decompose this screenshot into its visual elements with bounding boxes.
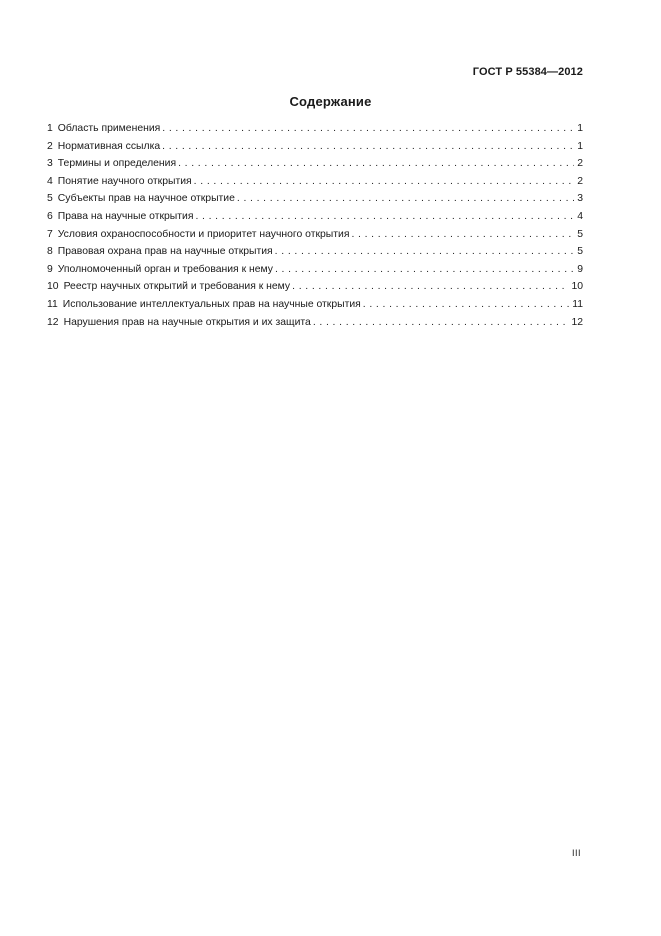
toc-entry-title: Субъекты прав на научное открытие	[57, 193, 235, 205]
toc-entry-page: 12	[571, 316, 583, 328]
toc-leader-dots	[162, 120, 574, 138]
toc-entry-number: 6	[47, 210, 53, 222]
toc-entry-number: 5	[47, 193, 53, 205]
toc-leader-dots	[363, 296, 569, 314]
toc-leader-dots	[178, 155, 574, 173]
toc-entry-number: 4	[47, 175, 53, 187]
toc-entry-page: 2	[577, 175, 583, 187]
toc-entry-title: Правовая охрана прав на научные открытия	[57, 246, 273, 258]
toc-entry[interactable]	[47, 226, 583, 244]
toc-entry-number: 9	[47, 263, 53, 275]
document-standard-id: ГОСТ Р 55384—2012	[472, 66, 583, 78]
toc-entry-page: 2	[577, 158, 583, 170]
toc-entry[interactable]	[47, 261, 583, 279]
toc-entry-page: 1	[577, 140, 583, 152]
toc-entry-number: 10	[47, 281, 59, 293]
toc-entry[interactable]	[47, 173, 583, 191]
toc-entry-number: 1	[47, 123, 53, 134]
toc-entry[interactable]	[47, 155, 583, 173]
toc-leader-dots	[275, 243, 575, 261]
toc-leader-dots	[162, 138, 574, 156]
toc-entry-page: 5	[577, 228, 583, 240]
toc-leader-dots	[237, 190, 574, 208]
toc-entry-page: 3	[577, 193, 583, 205]
toc-entry-page: 4	[577, 210, 583, 222]
toc-entry-number: 2	[47, 140, 53, 152]
toc-entry-title: Права на научные открытия	[57, 210, 194, 222]
toc-entry[interactable]	[47, 314, 583, 332]
toc-leader-dots	[313, 314, 569, 332]
table-of-contents	[47, 120, 583, 331]
toc-entry[interactable]	[47, 190, 583, 208]
toc-leader-dots	[194, 173, 575, 191]
toc-entry-number: 3	[47, 158, 53, 170]
toc-leader-dots	[351, 226, 574, 244]
toc-entry-title: Использование интеллектуальных прав на научные открытия	[62, 298, 361, 310]
toc-entry[interactable]	[47, 296, 583, 314]
toc-entry-page: 10	[571, 281, 583, 293]
toc-entry[interactable]	[47, 120, 583, 138]
toc-leader-dots	[195, 208, 574, 226]
toc-entry-page: 9	[577, 263, 583, 275]
toc-entry[interactable]	[47, 138, 583, 156]
toc-leader-dots	[292, 278, 568, 296]
toc-entry-number: 12	[47, 316, 59, 328]
toc-title: Содержание	[289, 94, 372, 109]
toc-entry[interactable]	[47, 243, 583, 261]
toc-leader-dots	[275, 261, 574, 279]
toc-entry-page: 1	[577, 123, 583, 134]
toc-entry-page: 5	[577, 246, 583, 258]
toc-entry-title: Нарушения прав на научные открытия и их защита	[63, 316, 311, 328]
toc-entry-title: Уполномоченный орган и требования к нему	[57, 263, 273, 275]
toc-entry-number: 11	[47, 298, 58, 310]
toc-entry-title: Понятие научного открытия	[57, 175, 192, 187]
toc-entry-page: 11	[572, 298, 583, 310]
toc-entry-number: 7	[47, 228, 53, 240]
page-number: III	[571, 848, 581, 858]
toc-entry[interactable]	[47, 208, 583, 226]
toc-entry-title: Условия охраноспособности и приоритет научного открытия	[57, 228, 350, 240]
toc-entry-number: 8	[47, 246, 53, 258]
toc-entry-title: Термины и определения	[57, 158, 177, 170]
toc-entry-title: Область применения	[57, 123, 161, 134]
toc-entry-title: Реестр научных открытий и требования к нему	[63, 281, 291, 293]
toc-entry-title: Нормативная ссылка	[57, 140, 161, 152]
toc-entry[interactable]	[47, 278, 583, 296]
